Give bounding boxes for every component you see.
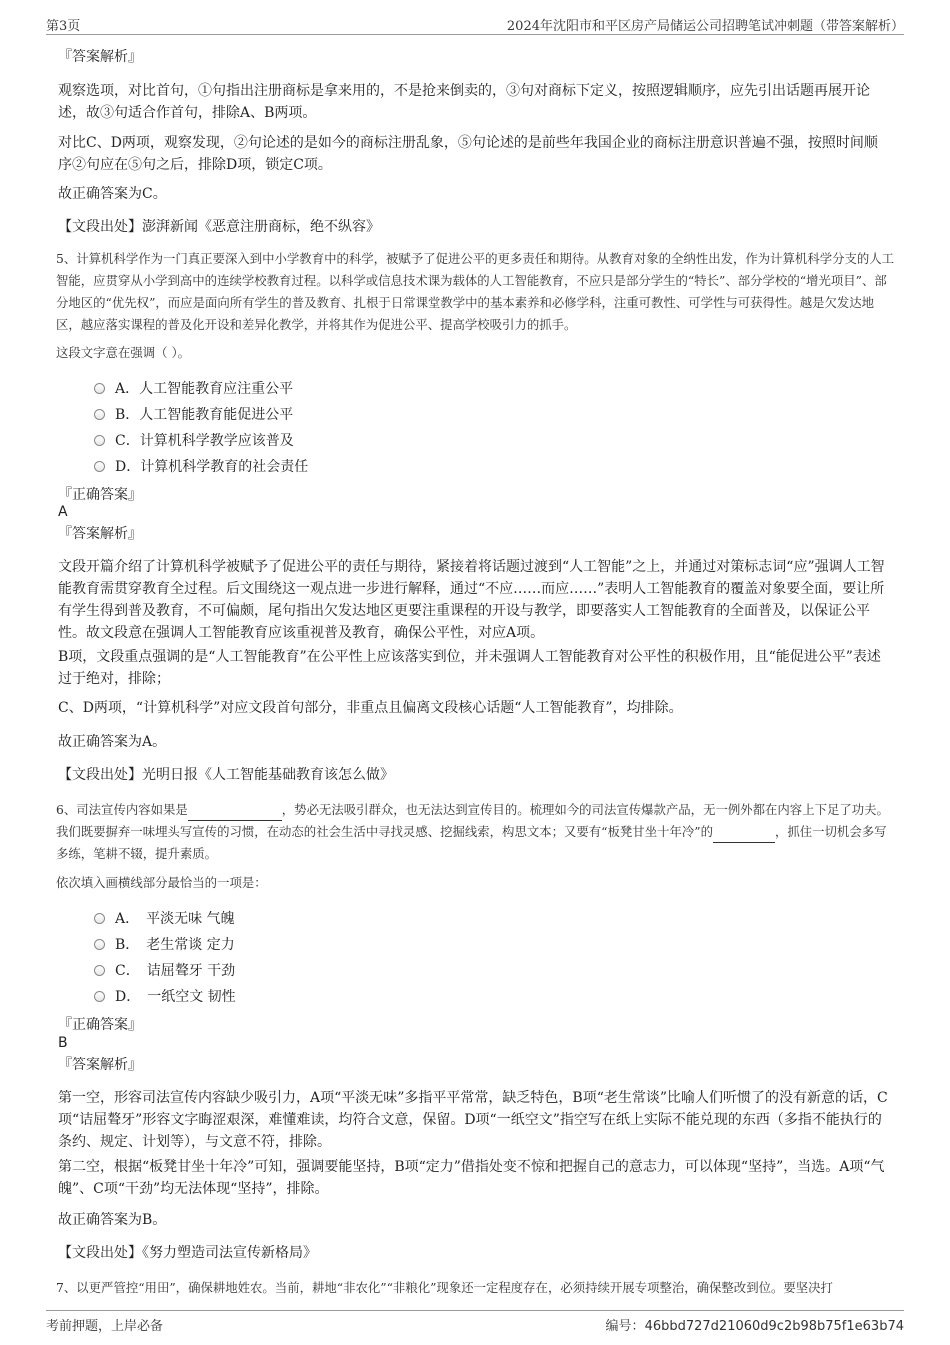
page-header [46,12,904,35]
q5-answer: A [58,504,68,520]
q6-question-text: 6、司法宣传内容如果是 ，势必无法吸引群众，也无法达到宣传目的。梳理如今的司法宣传爆款产品，无一例外都在内容上下足了功夫。我们既要摒弃一味埋头写宣传的习惯，在动态的社会生活中寻找灵感、挖掘线索，构思文本；又要有“板凳甘坐十年冷”的 ，抓住一切机会多写多练，笔耕不辍，提升素质。 [56,802,889,861]
radio-icon[interactable] [94,939,105,950]
q6-analysis-p1: 第一空，形容司法宣传内容缺少吸引力，A项“平淡无味”多指平平常常，缺乏特色，B项“老生常谈”比喻人们听惯了的没有新意的话，C项“诘屈聱牙”形容文字晦涩艰深，难懂难读，均符合文意，保留。D项“一纸空文”指空写在纸上实际不能兑现的东西（多指不能执行的条约、规定、计划等），与文意不符，排除。 [58,1090,888,1150]
q6-option-a[interactable]: A． 平淡无味 气魄 [94,906,694,932]
q5-analysis-label: 『答案解析』 [58,526,142,542]
q6-analysis-label: 『答案解析』 [58,1057,142,1073]
q4-analysis-p1: 观察选项，对比首句，①句指出注册商标是拿来用的，不是抢来倒卖的，③句对商标下定义，按照逻辑顺序，应先引出话题再展开论述，故③句适合作首句，排除A、B两项。 [58,83,870,121]
footer-slogan: 考前押题，上岸必备 [46,1319,164,1334]
q6-options [94,906,694,1010]
q6-source: 【文段出处】《努力塑造司法宣传新格局》 [58,1245,317,1261]
q5-source: 【文段出处】光明日报《人工智能基础教育该怎么做》 [58,767,394,783]
q6-conclusion: 故正确答案为B。 [58,1212,167,1228]
radio-icon[interactable] [94,965,105,976]
fill-blank-2 [713,829,775,843]
q6-prompt: 依次填入画横线部分最恰当的一项是： [56,875,267,890]
q5-conclusion: 故正确答案为A。 [58,734,167,750]
radio-icon[interactable] [94,409,105,420]
q6-answer: B [58,1035,68,1051]
page-footer [46,1310,904,1334]
q4-analysis-label: 『答案解析』 [58,49,142,65]
radio-icon[interactable] [94,991,105,1002]
q5-question-text: 5、计算机科学作为一门真正要深入到中小学教育中的科学，被赋予了促进公平的更多责任和期待。从教育对象的全纳性出发，作为计算机科学分支的人工智能，应贯穿从小学到高中的连续学校教育过程。以科学或信息技术课为载体的人工智能教育，不应只是部分学生的“特长”、部分学校的“增光项目”、部分地区的“优先权”，而应是面向所有学生的普及教育、扎根于日常课堂教学中的基本素养和必修学科，注重可教性、可学性与可获得性。越是欠发达地区，越应落实课程的普及化开设和差异化教学，并将其作为促进公平、提高学校吸引力的抓手。 [56,251,895,332]
radio-icon[interactable] [94,461,105,472]
radio-icon[interactable] [94,913,105,924]
q6-answer-label: 『正确答案』 [58,1017,142,1033]
q4-conclusion: 故正确答案为C。 [58,186,167,202]
q5-option-b[interactable]: B．人工智能教育能促进公平 [94,402,694,428]
q6-analysis-p2: 第二空，根据“板凳甘坐十年冷”可知，强调要能坚持，B项“定力”借指处变不惊和把握自己的意志力，可以体现“坚持”，当选。A项“气魄”、C项“干劲”均无法体现“坚持”，排除。 [58,1159,885,1197]
q6-option-d[interactable]: D． 一纸空文 韧性 [94,984,694,1010]
q5-answer-label: 『正确答案』 [58,487,142,503]
q5-prompt: 这段文字意在强调（ ）。 [56,345,191,360]
radio-icon[interactable] [94,383,105,394]
q5-analysis-p2: B项，文段重点强调的是“人工智能教育”在公平性上应该落实到位，并未强调人工智能教育对公平性的积极作用，且“能促进公平”表述过于绝对，排除； [58,649,881,687]
document-title: 2024年沈阳市和平区房产局储运公司招聘笔试冲刺题（带答案解析） [506,19,904,34]
q6-option-b[interactable]: B． 老生常谈 定力 [94,932,694,958]
document-code: 编号：46bbd727d21060d9c2b98b75f1e63b74 [605,1319,904,1334]
q5-option-d[interactable]: D．计算机科学教育的社会责任 [94,454,694,480]
q5-options [94,376,694,480]
q5-analysis-p1: 文段开篇介绍了计算机科学被赋予了促进公平的责任与期待，紧接着将话题过渡到“人工智能”之上，并通过对策标志词“应”强调人工智能教育需贯穿教育全过程。后文围绕这一观点进一步进行解释，通过“不应……而应……”表明人工智能教育的覆盖对象要全面，要让所有学生得到普及教育，不可偏颇，尾句指出欠发达地区更要注重课程的开设与教学，即要落实人工智能教育的全面普及，以保证公平性。故文段意在强调人工智能教育应该重视普及教育，确保公平性，对应A项。 [58,559,885,641]
q5-option-c[interactable]: C．计算机科学教学应该普及 [94,428,694,454]
q4-analysis-p2: 对比C、D两项，观察发现，②句论述的是如今的商标注册乱象，⑤句论述的是前些年我国企业的商标注册意识普遍不强，按照时间顺序②句应在⑤句之后，排除D项，锁定C项。 [58,135,878,173]
fill-blank-1 [188,807,282,821]
page-number: 第3页 [46,19,81,34]
q5-option-a[interactable]: A．人工智能教育应注重公平 [94,376,694,402]
q7-question-text: 7、以更严管控“用田”，确保耕地姓农。当前，耕地“非农化”“非粮化”现象还一定程度存在，必须持续开展专项整治，确保整改到位。要坚决打 [56,1280,833,1295]
q5-analysis-p3: C、D两项，“计算机科学”对应文段首句部分，非重点且偏离文段核心话题“人工智能教育”，均排除。 [58,700,683,716]
q6-option-c[interactable]: C． 诘屈聱牙 干劲 [94,958,694,984]
q4-source: 【文段出处】澎湃新闻《恶意注册商标，绝不纵容》 [58,219,380,235]
radio-icon[interactable] [94,435,105,446]
